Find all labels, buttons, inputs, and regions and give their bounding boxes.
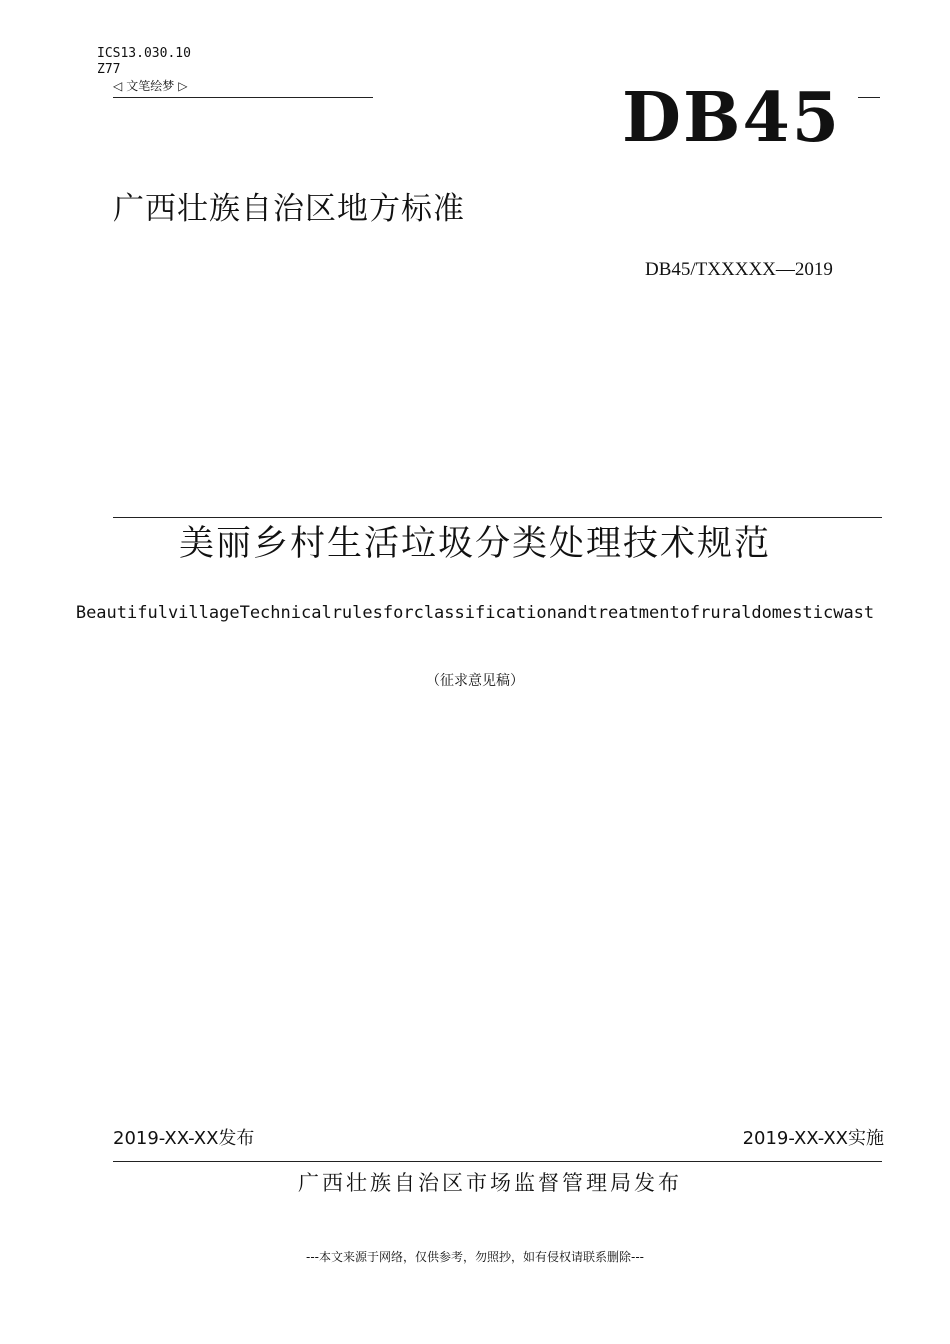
ics-code: ICS13.030.10	[97, 46, 191, 61]
document-title-chinese: 美丽乡村生活垃圾分类处理技术规范	[178, 524, 771, 564]
footer-note: ---本文来源于网络，仅供参考，勿照抄，如有侵权请联系删除---	[306, 1250, 644, 1264]
classification-codes	[97, 46, 191, 78]
issue-date: 2019-XX-XX发布	[113, 1128, 255, 1149]
standard-category-title: 广西壮族自治区地方标准	[113, 191, 465, 227]
document-title-english: BeautifulvillageTechnicalrulesforclassificationandtreatmentofruraldomesticwast	[75, 603, 875, 623]
ccs-code: Z77	[97, 62, 121, 77]
bottom-divider	[113, 1161, 882, 1162]
publisher: 广西壮族自治区市场监督管理局发布	[298, 1171, 682, 1195]
watermark-text: 文笔绘梦	[126, 79, 175, 93]
right-triangle-icon: ▷	[178, 78, 188, 93]
db-mark: DB45	[622, 78, 842, 158]
draft-note: （征求意见稿）	[426, 673, 524, 689]
watermark-row	[113, 77, 187, 94]
implementation-date: 2019-XX-XX实施	[742, 1128, 884, 1149]
db-mark-dash	[858, 97, 880, 98]
left-triangle-icon: ◁	[113, 78, 123, 93]
standard-number: DB45/TXXXXX—2019	[645, 259, 833, 280]
top-divider	[113, 97, 373, 98]
